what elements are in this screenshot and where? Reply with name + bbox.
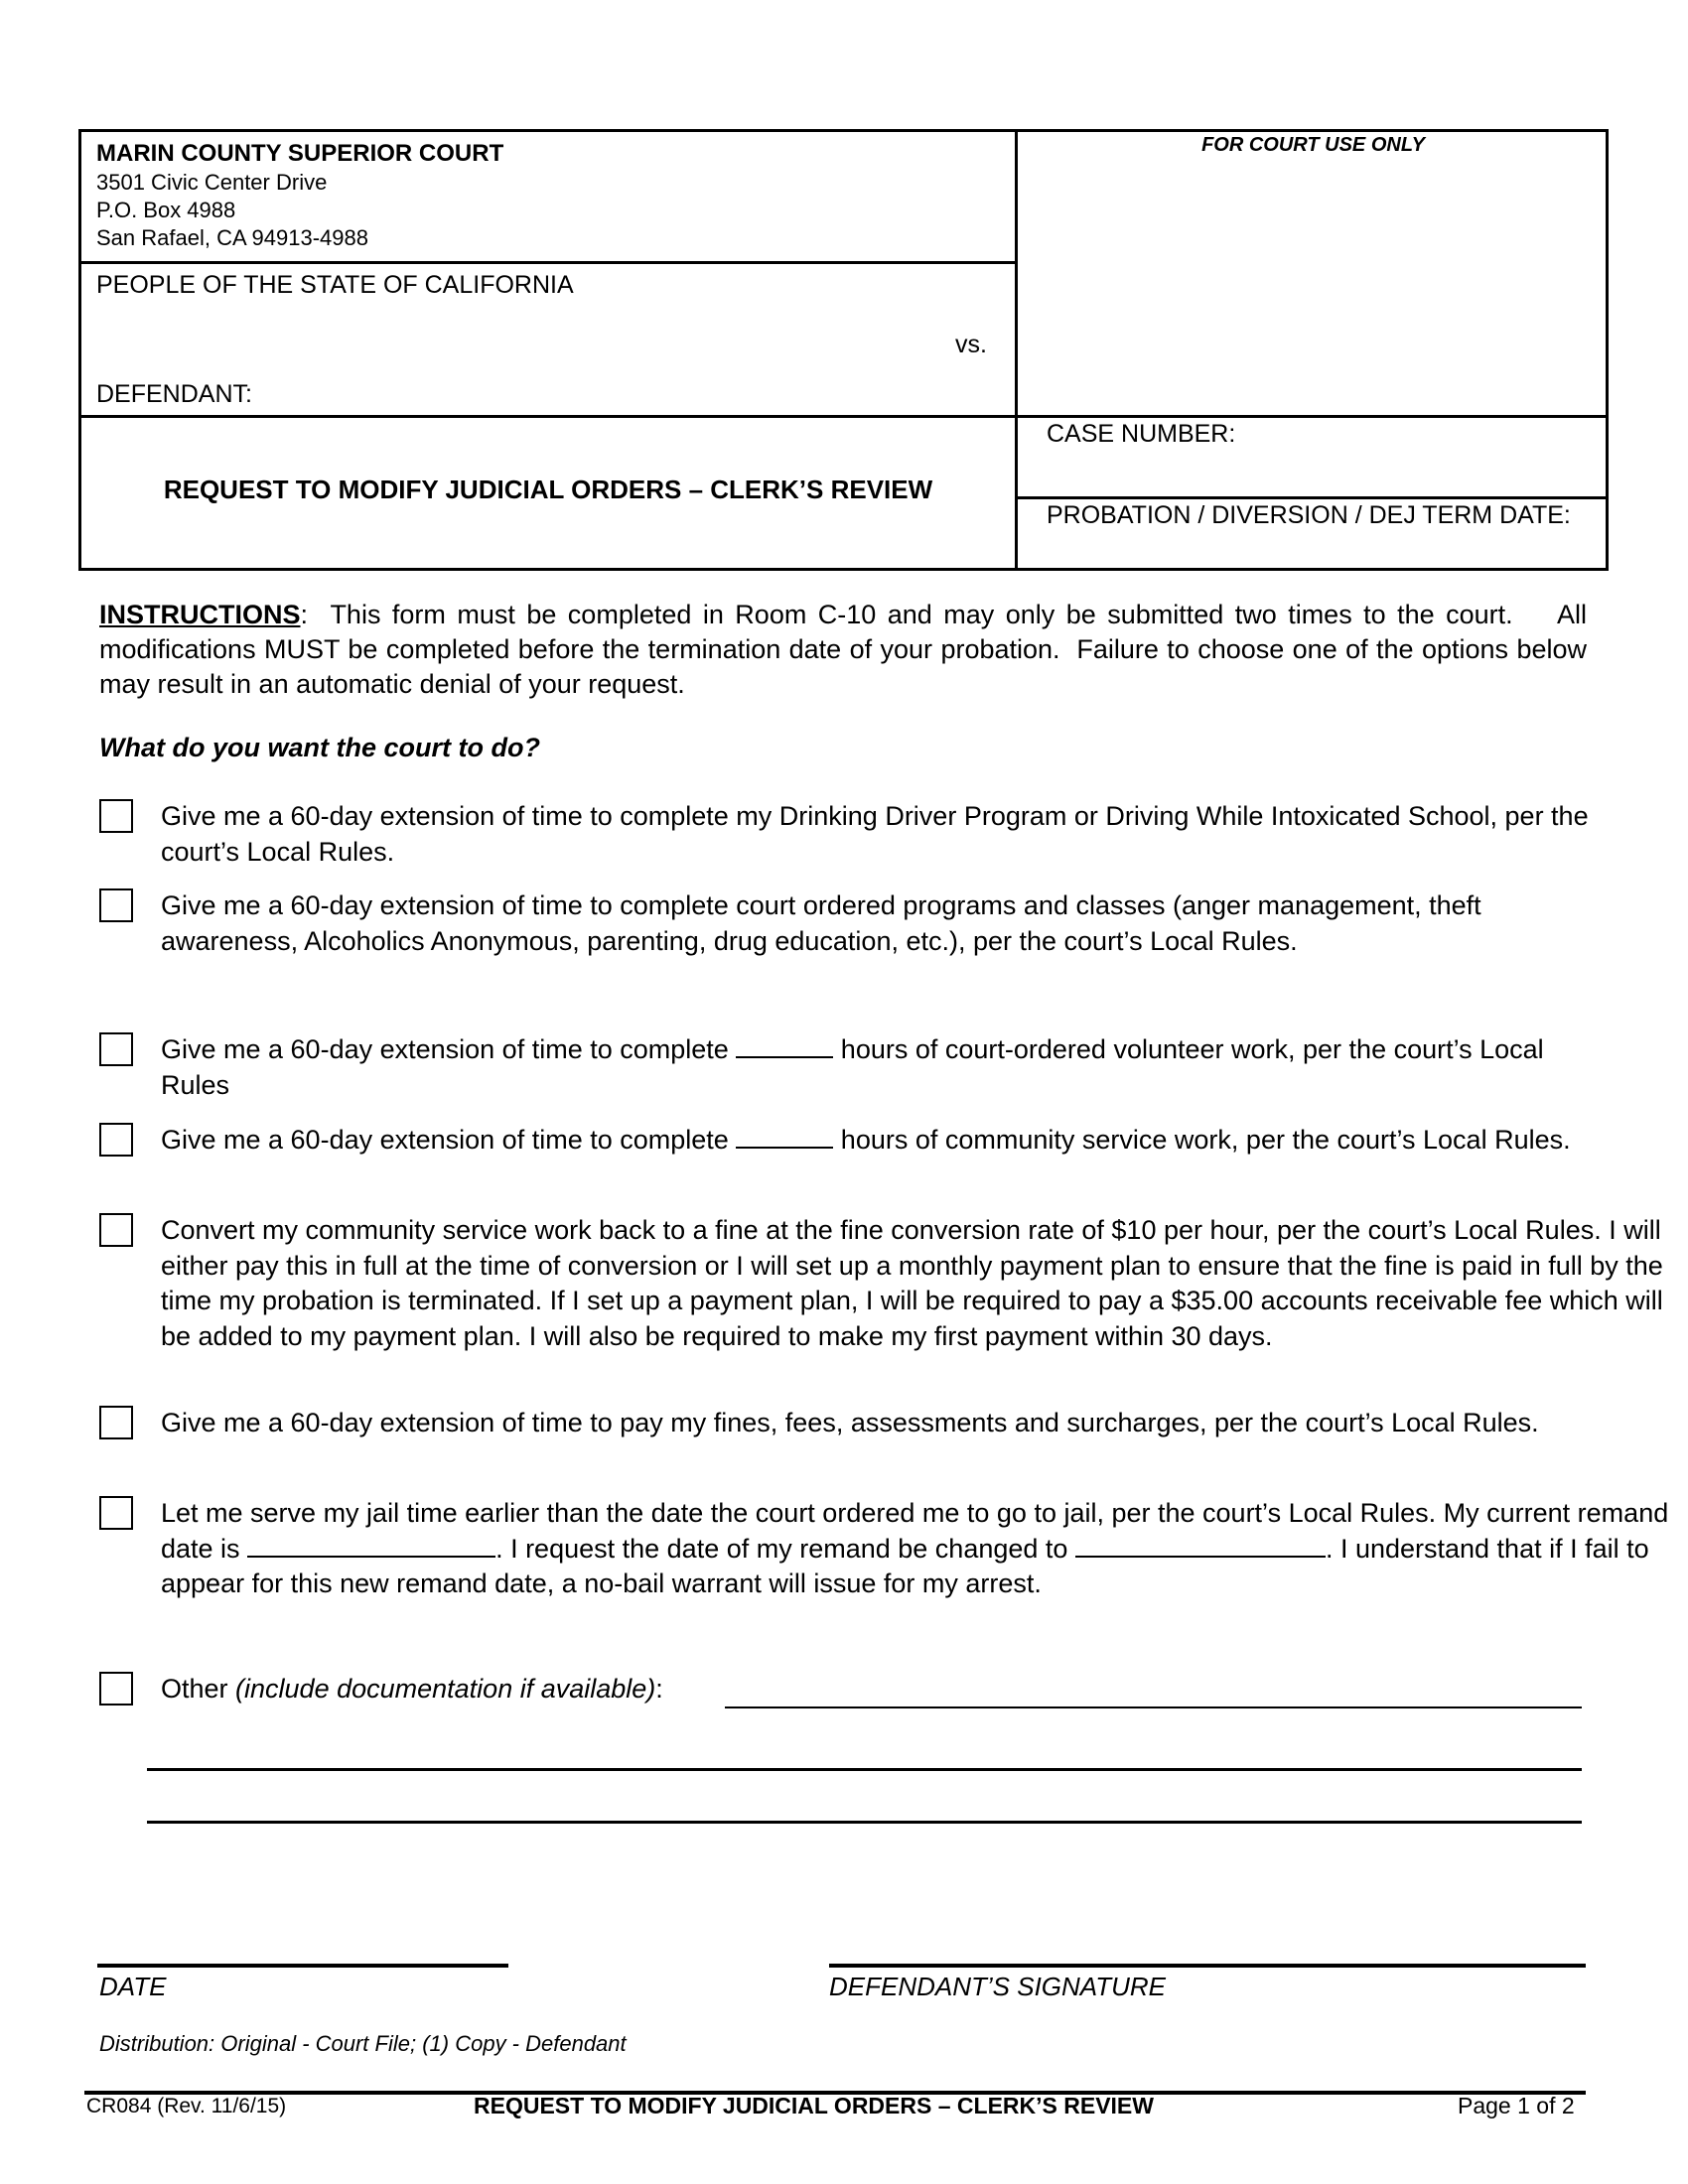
current-remand-date-input[interactable] xyxy=(247,1534,495,1558)
court-use-only-label: FOR COURT USE ONLY xyxy=(1201,134,1425,156)
option-text: Let me serve my jail time earlier than the date the court ordered me to go to jail, per the court’s Local Rules. My current remand date is . I request the date of my remand be changed to . I understand that if I fail to appear for this new remand date, a no-bail warrant will issue for my arrest. xyxy=(161,1498,1669,1598)
footer-title: REQUEST TO MODIFY JUDICIAL ORDERS – CLERK’S REVIEW xyxy=(474,2093,1154,2118)
checkbox[interactable] xyxy=(99,1672,133,1706)
court-address-line: San Rafael, CA 94913-4988 xyxy=(96,225,368,250)
other-input-line[interactable] xyxy=(147,1821,1582,1824)
checkbox[interactable] xyxy=(99,799,133,833)
checkbox[interactable] xyxy=(99,1032,133,1066)
term-date-field[interactable]: PROBATION / DIVERSION / DEJ TERM DATE: xyxy=(1047,501,1571,529)
option-text: Other (include documentation if available): xyxy=(161,1674,663,1704)
plaintiff-label: PEOPLE OF THE STATE OF CALIFORNIA xyxy=(96,271,574,299)
divider xyxy=(1015,415,1609,418)
form-title: REQUEST TO MODIFY JUDICIAL ORDERS – CLERK’S REVIEW xyxy=(163,475,933,504)
other-input-line[interactable] xyxy=(147,1768,1582,1771)
option-text: Give me a 60-day extension of time to complete my Drinking Driver Program or Driving While Intoxicated School, per the court’s Local Rules. xyxy=(161,801,1589,867)
versus-label: vs. xyxy=(955,331,987,358)
other-input-line[interactable] xyxy=(725,1706,1582,1708)
checkbox[interactable] xyxy=(99,888,133,922)
date-label: DATE xyxy=(99,1972,167,2001)
instructions: INSTRUCTIONS: This form must be completed in Room C-10 and may only be submitted two times to the court. All modifications MUST be completed before the termination date of your probation. Failure to choose one of the options below may result in an automatic denial of your request. xyxy=(99,600,1595,699)
checkbox[interactable] xyxy=(99,1496,133,1530)
divider xyxy=(81,261,1015,264)
column-divider xyxy=(1015,132,1018,568)
option-text: Convert my community service work back to a fine at the fine conversion rate of $10 per hour, per the court’s Local Rules. I will either pay this in full at the time of conversion or I will set up a monthly payment plan to ensure that the fine is paid in full by the time my probation is terminated. If I set up a payment plan, I will be required to pay a $35.00 accounts receivable fee which will be added to my payment plan. I will also be required to make my first payment within 30 days. xyxy=(161,1215,1663,1351)
option-text: Give me a 60-day extension of time to complete hours of community service work, per the court’s Local Rules. xyxy=(161,1125,1571,1155)
checkbox[interactable] xyxy=(99,1123,133,1157)
form-id: CR084 (Rev. 11/6/15) xyxy=(86,2095,287,2117)
checkbox[interactable] xyxy=(99,1406,133,1439)
option-text: Give me a 60-day extension of time to pay my fines, fees, assessments and surcharges, per the court’s Local Rules. xyxy=(161,1408,1539,1437)
signature-line[interactable] xyxy=(829,1964,1586,1968)
instructions-text: This form must be completed in Room C-10 and may only be submitted two times to the court. All modifications MUST be completed before the termination date of your probation. Failure to choose one of the options below may result in an automatic denial of your request. xyxy=(99,600,1595,699)
option-text: Give me a 60-day extension of time to complete court ordered programs and classes (anger management, theft awareness, Alcoholics Anonymous, parenting, drug education, etc.), per the court’s Local Rules. xyxy=(161,890,1481,956)
case-number-field[interactable]: CASE NUMBER: xyxy=(1047,420,1236,448)
divider xyxy=(81,415,1015,418)
page-number: Page 1 of 2 xyxy=(1458,2093,1575,2118)
checkbox[interactable] xyxy=(99,1213,133,1247)
instructions-label: INSTRUCTIONS xyxy=(99,600,301,629)
new-remand-date-input[interactable] xyxy=(1075,1534,1326,1558)
divider xyxy=(1015,496,1609,499)
option-text: Give me a 60-day extension of time to complete hours of court-ordered volunteer work, per the court’s Local Rules xyxy=(161,1034,1544,1100)
community-service-hours-input[interactable] xyxy=(736,1125,833,1149)
court-address-line: P.O. Box 4988 xyxy=(96,198,236,222)
date-line[interactable] xyxy=(97,1964,508,1968)
court-address-line: 3501 Civic Center Drive xyxy=(96,170,328,195)
distribution-note: Distribution: Original - Court File; (1) Copy - Defendant xyxy=(99,2031,627,2056)
defendant-field[interactable]: DEFENDANT: xyxy=(96,380,252,408)
volunteer-hours-input[interactable] xyxy=(736,1034,833,1058)
question-heading: What do you want the court to do? xyxy=(99,733,540,762)
signature-label: DEFENDANT’S SIGNATURE xyxy=(829,1972,1166,2001)
caption-box xyxy=(78,129,1609,571)
court-name: MARIN COUNTY SUPERIOR COURT xyxy=(96,140,504,167)
